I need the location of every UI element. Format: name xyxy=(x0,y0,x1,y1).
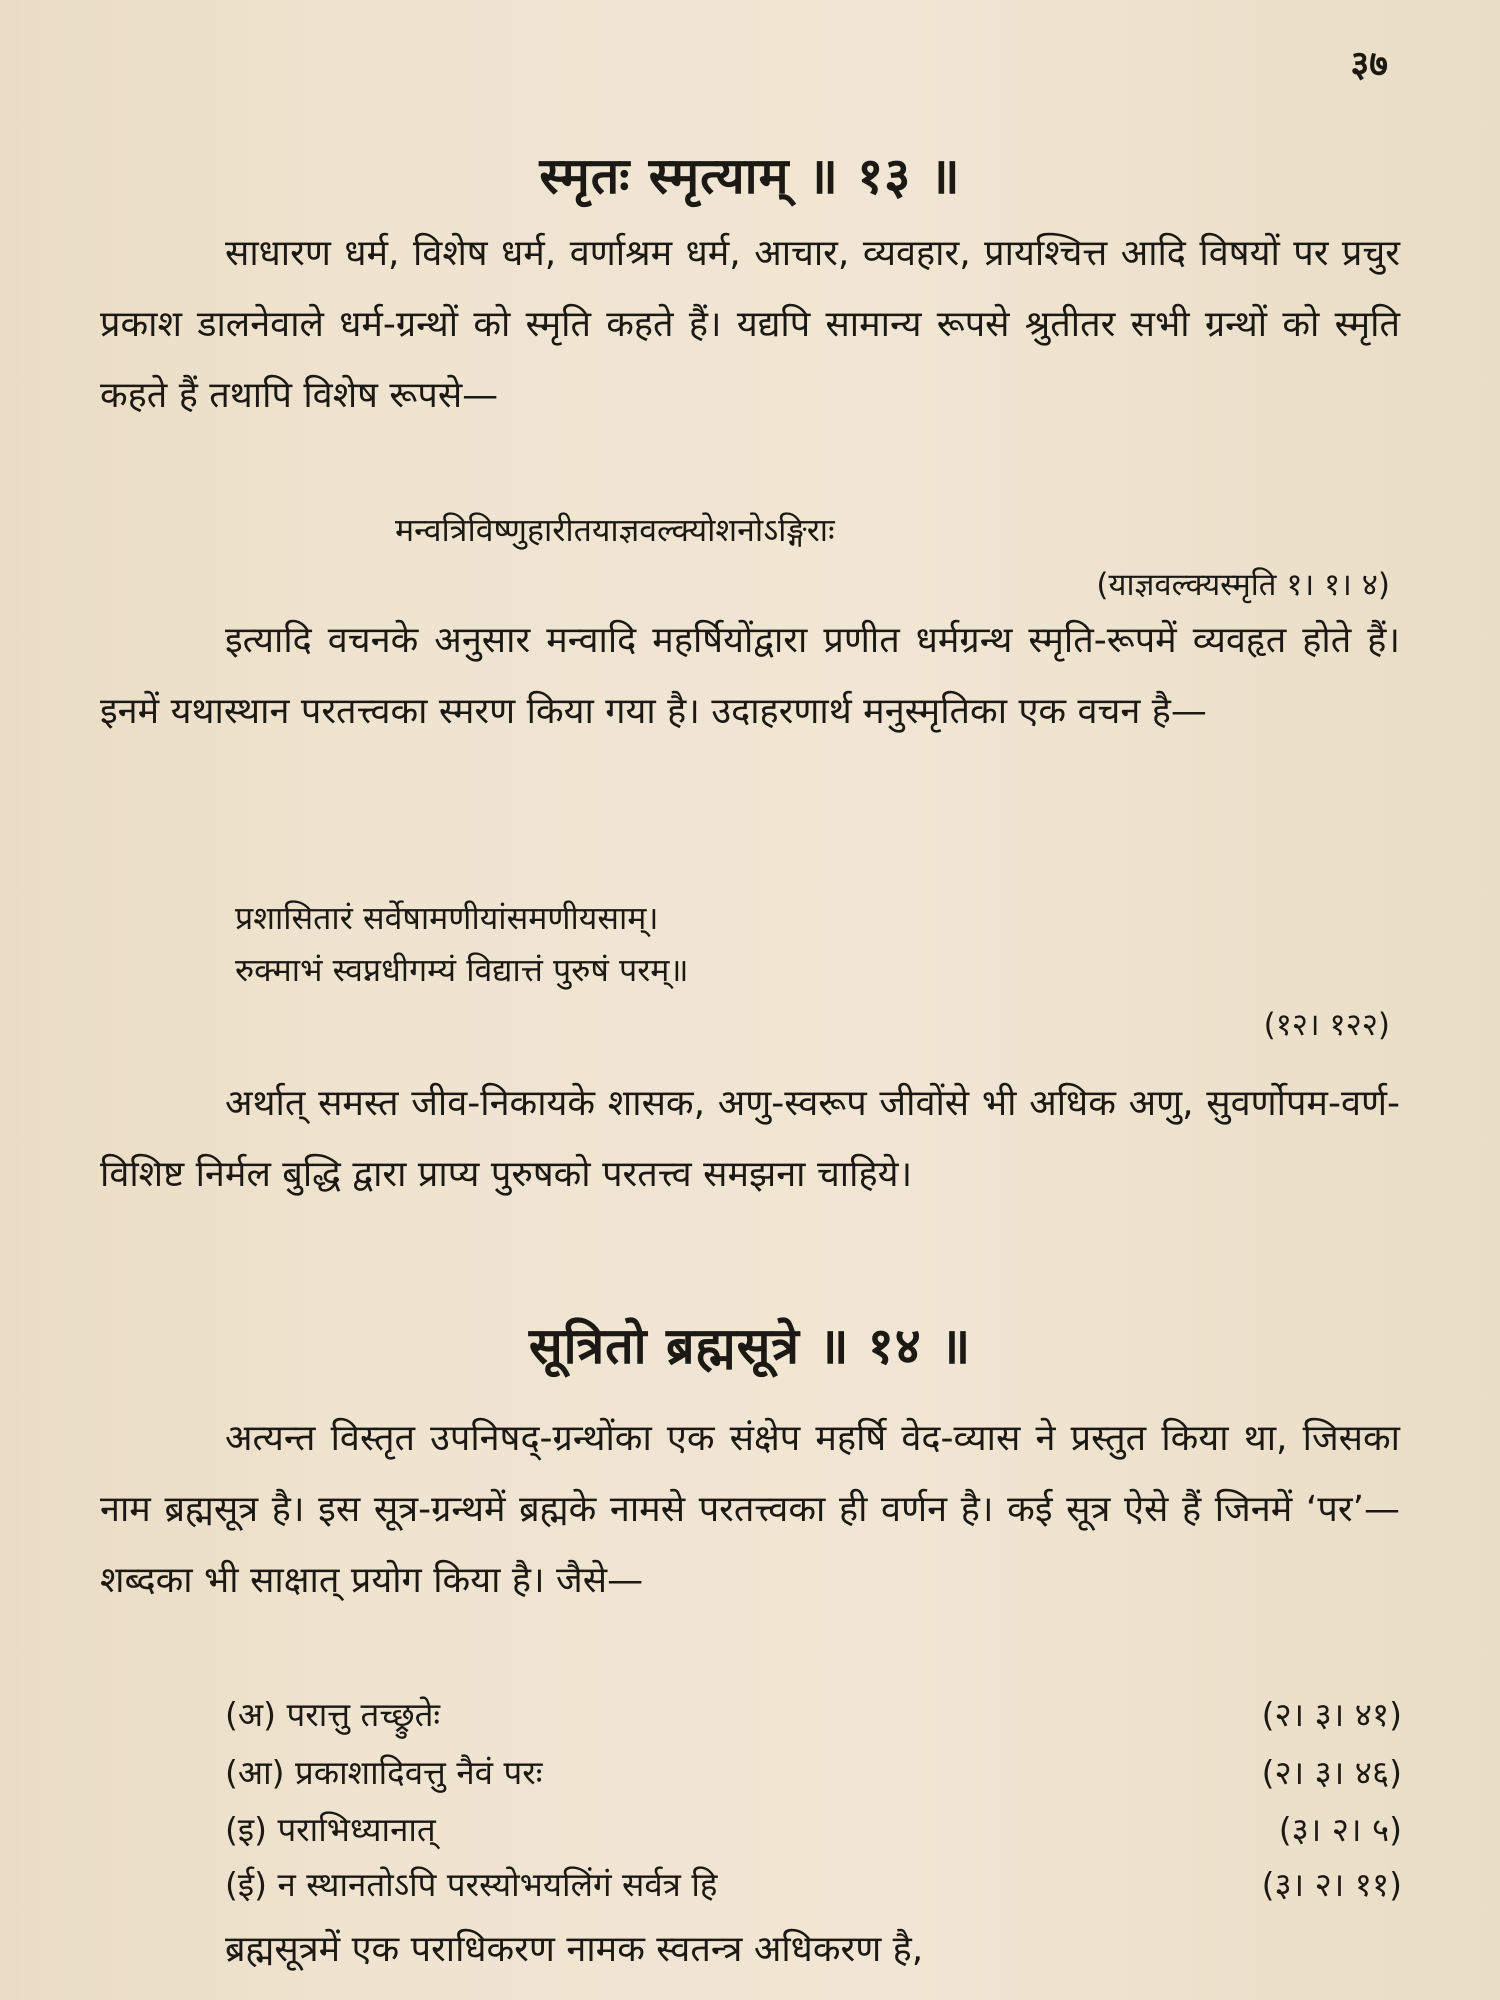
sutra-reference: (२। ३। ४६) xyxy=(1261,1753,1402,1792)
sutra-text: (अ) परात्तु तच्छ्रुतेः xyxy=(225,1695,441,1734)
section-14-heading: सूत्रितो ब्रह्मसूत्रे ॥ १४ ॥ xyxy=(528,1317,972,1375)
section-13-paragraph-2: इत्यादि वचनके अनुसार मन्वादि महर्षियोंद्वारा प्रणीत धर्मग्रन्थ स्मृति-रूपमें व्यवहृत होते हैं। इनमें यथास्थान परतत्त्वका स्मरण किया गया है। उदाहरणार्थ मनुस्मृतिका एक वचन है— xyxy=(100,620,1400,732)
page-number: ३७ xyxy=(1350,44,1388,85)
shloka-line-1: प्रशासितारं सर्वेषामणीयांसमणीयसाम्। xyxy=(235,899,659,937)
sutra-item xyxy=(225,1743,1402,1803)
section-13-heading: स्मृतः स्मृत्याम् ॥ १३ ॥ xyxy=(539,147,961,205)
sutra-item xyxy=(225,1855,1402,1915)
sutra-text: (ई) न स्थानतोऽपि परस्योभयलिंगं सर्वत्र हि xyxy=(225,1865,718,1904)
sutra-item xyxy=(225,1685,1402,1745)
smriti-verse: मन्वत्रिविष्णुहारीतयाज्ञवल्क्योशनोऽङ्गिराः xyxy=(395,511,835,549)
sutra-reference: (३। २। ५) xyxy=(1278,1810,1402,1849)
sutra-text: (आ) प्रकाशादिवत्तु नैवं परः xyxy=(225,1753,543,1792)
section-13-paragraph-1: साधारण धर्म, विशेष धर्म, वर्णाश्रम धर्म, आचार, व्यवहार, प्रायश्चित्त आदि विषयों पर प्रचुर प्रकाश डालनेवाले धर्म-ग्रन्थों को स्मृति कहते हैं। यद्यपि सामान्य रूपसे श्रुतीतर सभी ग्रन्थों को स्मृति कहते हैं तथापि विशेष रूपसे— xyxy=(100,233,1400,416)
sutra-item xyxy=(225,1800,1402,1860)
sutra-text: (इ) पराभिध्यानात् xyxy=(225,1810,436,1849)
smriti-verse-reference: (याज्ञवल्क्यस्मृति १। १। ४) xyxy=(1096,567,1390,603)
sutra-reference: (३। २। ११) xyxy=(1261,1865,1402,1904)
sutra-reference: (२। ३। ४१) xyxy=(1261,1695,1402,1734)
section-13-paragraph-3: अर्थात् समस्त जीव-निकायके शासक, अणु-स्वरूप जीवोंसे भी अधिक अणु, सुवर्णोपम-वर्ण-विशिष्ट निर्मल बुद्धि द्वारा प्राप्य पुरुषको परतत्त्व समझना चाहिये। xyxy=(100,1083,1400,1195)
shloka-reference: (१२। १२२) xyxy=(1263,1007,1390,1043)
shloka-line-2: रुक्माभं स्वप्नधीगम्यं विद्यात्तं पुरुषं परम्॥ xyxy=(235,951,689,989)
section-14-paragraph-2: ब्रह्मसूत्रमें एक पराधिकरण नामक स्वतन्त्र अधिकरण है, xyxy=(225,1929,924,1970)
section-14-paragraph-1: अत्यन्त विस्तृत उपनिषद्-ग्रन्थोंका एक संक्षेप महर्षि वेद-व्यास ने प्रस्तुत किया था, जिसका नाम ब्रह्मसूत्र है। इस सूत्र-ग्रन्थमें ब्रह्मके नामसे परतत्त्वका ही वर्णन है। कई सूत्र ऐसे हैं जिनमें ‘पर’—शब्दका भी साक्षात् प्रयोग किया है। जैसे— xyxy=(100,1418,1400,1601)
